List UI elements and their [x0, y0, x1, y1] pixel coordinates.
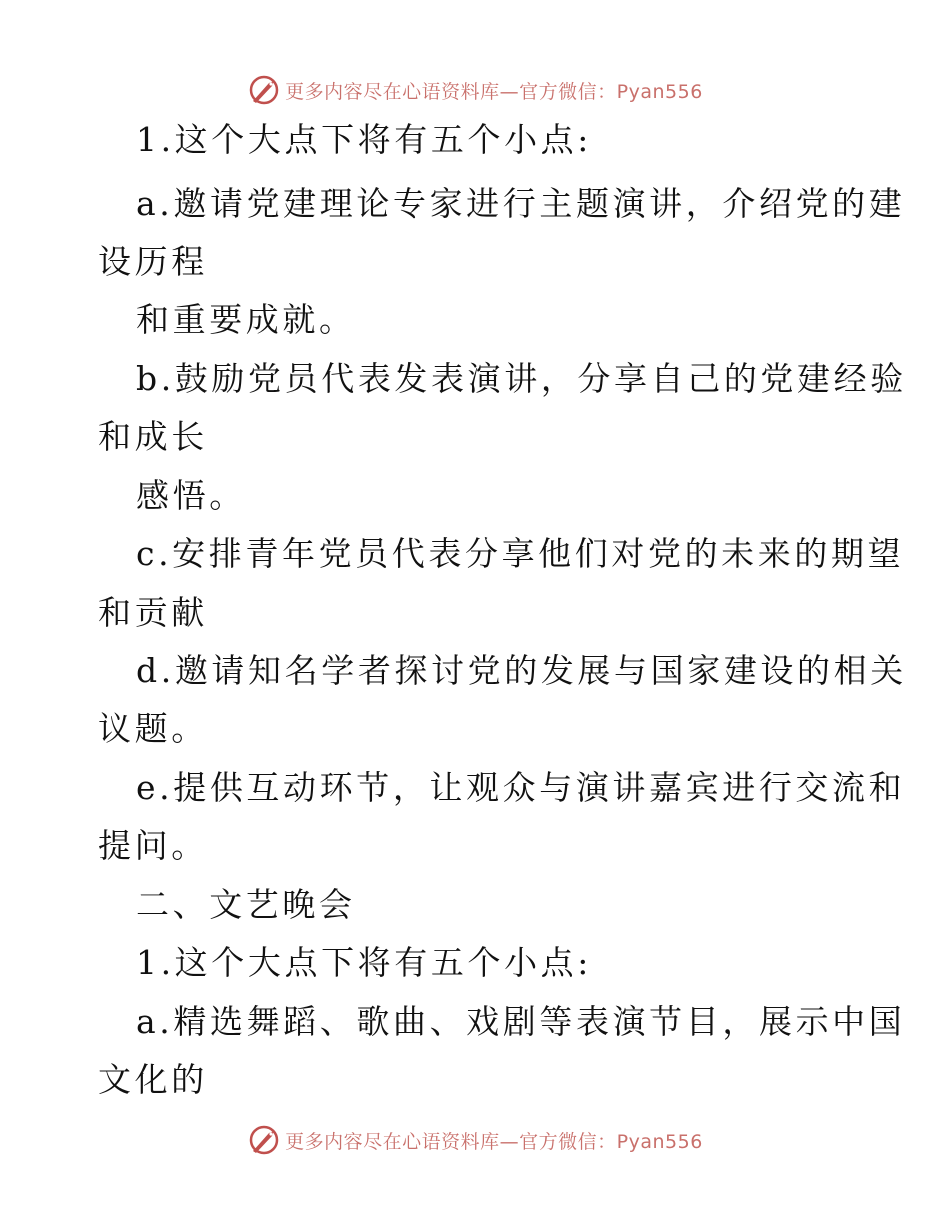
body-line-8: c.安排青年党员代表分享他们对党的未来的期望 [136, 534, 905, 573]
body-line-4: 和重要成就。 [136, 300, 356, 339]
body-line-16: a.精选舞蹈、歌曲、戏剧等表演节目，展示中国 [136, 1002, 906, 1041]
header-banner [0, 70, 950, 110]
body-line-10: d.邀请知名学者探讨党的发展与国家建设的相关 [136, 651, 907, 690]
footer-banner [0, 1120, 950, 1160]
body-line-11: 议题。 [98, 709, 208, 748]
body-line-6: 和成长 [98, 417, 208, 456]
footer-banner-text: 更多内容尽在心语资料库—官方微信：Pyan556 [285, 1130, 703, 1153]
body-line-3: 设历程 [98, 242, 208, 281]
body-line-5: b.鼓励党员代表发表演讲，分享自己的党建经验 [136, 359, 907, 398]
body-line-7: 感悟。 [136, 476, 246, 515]
body-line-1: 1.这个大点下将有五个小点: [136, 120, 593, 159]
body-line-9: 和贡献 [98, 593, 208, 632]
header-banner-text: 更多内容尽在心语资料库—官方微信：Pyan556 [285, 80, 703, 103]
pen-nib-logo-icon [247, 1123, 281, 1157]
pen-nib-logo-icon [247, 73, 281, 107]
section-heading: 二、文艺晚会 [136, 885, 356, 924]
body-line-17: 文化的 [98, 1060, 208, 1099]
body-line-15: 1.这个大点下将有五个小点: [136, 943, 593, 982]
body-line-12: e.提供互动环节，让观众与演讲嘉宾进行交流和 [136, 768, 906, 807]
body-line-2: a.邀请党建理论专家进行主题演讲，介绍党的建 [136, 184, 906, 223]
body-line-13: 提问。 [98, 826, 208, 865]
